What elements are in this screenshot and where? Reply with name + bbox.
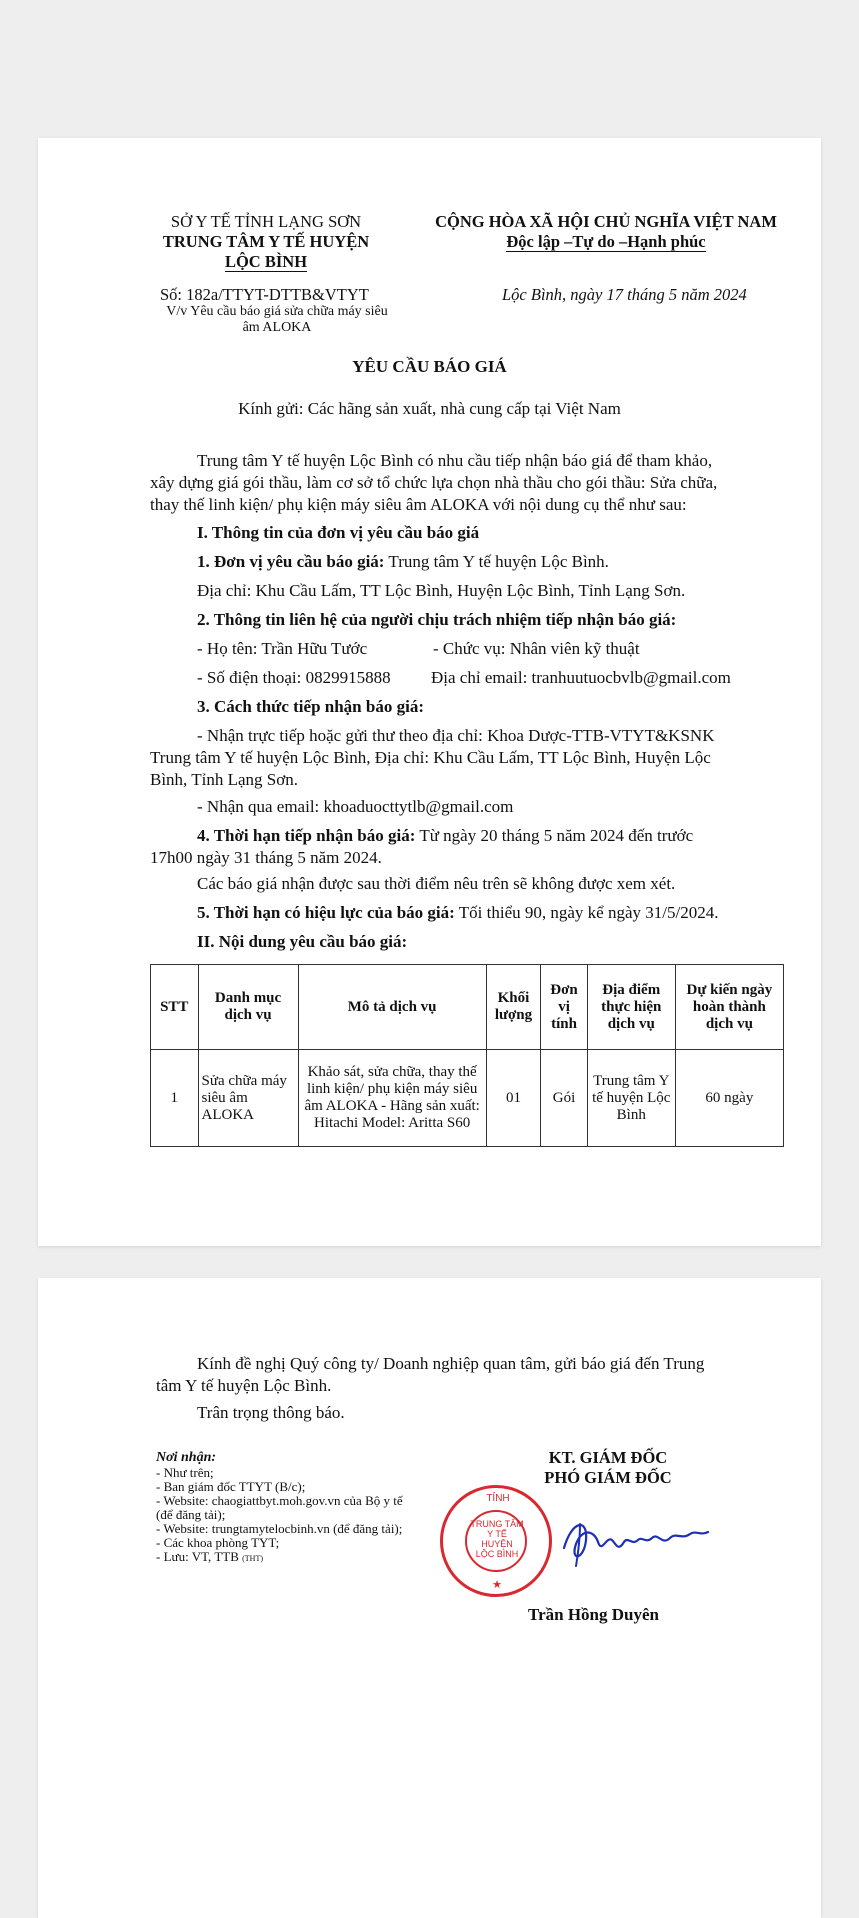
deadline [150,825,800,869]
contact-email: Địa chỉ email: tranhuutuocbvlb@gmail.com [431,668,731,687]
subject-line-2: âm ALOKA [242,320,312,335]
method-1-line-1: - Nhận trực tiếp hoặc gửi thư theo địa chỉ: Khoa Dược-TTB-VTYT&KSNK [197,726,715,745]
col-location: Địa điểm thực hiện dịch vụ [587,965,675,1050]
table-header-row [151,965,784,1050]
section-2-heading: II. Nội dung yêu cầu báo giá: [197,932,408,951]
item-4-label: 4. Thời hạn tiếp nhận báo giá: [197,826,416,845]
contact-name: - Họ tên: Trần Hữu Tước [197,639,368,658]
recipients-list [156,1466,446,1566]
document-title: YÊU CẦU BÁO GIÁ [352,357,507,376]
cell-completion: 60 ngày [675,1050,783,1147]
document-page-2 [38,1278,821,1918]
archive-suffix: (THT) [242,1554,264,1563]
validity [197,902,718,924]
org-line-1: SỞ Y TẾ TỈNH LẠNG SƠN [170,212,362,231]
col-quantity: Khối lượng [486,965,541,1050]
recipient-item: - Các khoa phòng TYT; [156,1535,280,1550]
unit-address: Địa chỉ: Khu Cầu Lấm, TT Lộc Bình, Huyện Lộc Bình, Tỉnh Lạng Sơn. [197,581,686,600]
closing-line-2: tâm Y tế huyện Lộc Bình. [156,1376,332,1395]
stamp-ring-text: TỈNH [486,1493,510,1504]
recipient-item: - Website: trungtamytelocbinh.vn (để đăng tải); [156,1521,403,1536]
signature-image [558,1510,718,1570]
service-table [150,964,784,1147]
item-1-label: 1. Đơn vị yêu cầu báo giá: [197,552,385,571]
recipient-item: - Như trên; [156,1465,214,1480]
national-heading [406,212,806,252]
col-completion: Dự kiến ngày hoàn thành dịch vụ [675,965,783,1050]
nation-line-2-text: Độc lập –Tự do –Hạnh phúc [506,232,706,251]
section-1-heading: I. Thông tin của đơn vị yêu cầu báo giá [197,523,480,542]
recipient-item: - Ban giám đốc TTYT (B/c); [156,1479,306,1494]
col-stt: STT [151,965,199,1050]
receive-method-2: - Nhận qua email: khoaduocttytlb@gmail.com [197,797,514,816]
star-icon: ★ [492,1579,502,1591]
signer-title [498,1448,718,1488]
signer-name: Trần Hồng Duyên [528,1605,659,1624]
item-3-label: 3. Cách thức tiếp nhận báo giá: [197,697,424,716]
document-page-1 [38,138,821,1246]
contact-position: - Chức vụ: Nhân viên kỹ thuật [433,639,640,658]
subject-line-1: V/v Yêu cầu báo giá sửa chữa máy siêu [166,304,388,319]
recipients-title: Nơi nhận: [156,1450,217,1465]
document-subject [142,304,412,336]
signer-title-1: KT. GIÁM ĐỐC [548,1448,668,1467]
archive-text: - Lưu: VT, TTB [156,1549,239,1564]
regards: Trân trọng thông báo. [197,1403,345,1422]
requesting-unit [197,551,609,573]
cell-description: Khảo sát, sửa chữa, thay thế linh kiện/ phụ kiện máy siêu âm ALOKA - Hãng sản xuất: Hitachi Model: Aritta S60 [298,1050,486,1147]
item-1-value: Trung tâm Y tế huyện Lộc Bình. [384,552,609,571]
closing-line-1: Kính đề nghị Quý công ty/ Doanh nghiệp quan tâm, gửi báo giá đến Trung [197,1354,705,1373]
cell-location: Trung tâm Y tế huyện Lộc Bình [587,1050,675,1147]
intro-line-2: xây dựng giá gói thầu, làm cơ sở tổ chức lựa chọn nhà thầu cho gói thầu: Sửa chữa, [150,473,718,492]
org-line-3 [146,252,386,272]
item-5-label: 5. Thời hạn có hiệu lực của báo giá: [197,903,455,922]
cell-unit: Gói [541,1050,588,1147]
issuing-org [146,212,386,272]
contact-phone: - Số điện thoại: 0829915888 [197,668,391,687]
cell-quantity: 01 [486,1050,541,1147]
intro-line-3: thay thế linh kiện/ phụ kiện máy siêu âm ALOKA với nội dung cụ thể như sau: [150,495,687,514]
recipient-item: (để đăng tải); [156,1507,226,1522]
stamp-center-text: TRUNG TÂM Y TẾ HUYỆN LỘC BÌNH [470,1519,524,1559]
cell-stt: 1 [151,1050,199,1147]
receive-method-1 [150,725,800,791]
nation-line-2 [406,232,806,252]
recipient-item-archive [156,1550,446,1566]
signer-title-2: PHÓ GIÁM ĐỐC [544,1468,672,1487]
col-description: Mô tả dịch vụ [298,965,486,1050]
nation-line-1: CỘNG HÒA XÃ HỘI CHỦ NGHĨA VIỆT NAM [435,212,777,231]
table-row [151,1050,784,1147]
place-date: Lộc Bình, ngày 17 tháng 5 năm 2024 [502,285,747,304]
method-1-line-3: Bình, Tỉnh Lạng Sơn. [150,770,298,789]
closing-paragraph [156,1353,806,1397]
col-service: Danh mục dịch vụ [198,965,298,1050]
org-line-2: TRUNG TÂM Y TẾ HUYỆN [162,232,370,251]
intro-paragraph [150,450,790,516]
item-4-value: Từ ngày 20 tháng 5 năm 2024 đến trước [415,826,694,845]
document-number: Số: 182a/TTYT-DTTB&VTYT [160,285,369,304]
method-1-line-2: Trung tâm Y tế huyện Lộc Bình, Địa chỉ: Khu Cầu Lấm, TT Lộc Bình, Huyện Lộc [150,748,711,767]
col-unit: Đơn vị tính [541,965,588,1050]
official-stamp [440,1485,552,1597]
late-note: Các báo giá nhận được sau thời điểm nêu trên sẽ không được xem xét. [197,874,676,893]
recipient-item: - Website: chaogiattbyt.moh.gov.vn của Bộ y tế [156,1493,403,1508]
item-2-label: 2. Thông tin liên hệ của người chịu trách nhiệm tiếp nhận báo giá: [197,610,677,629]
intro-line-1: Trung tâm Y tế huyện Lộc Bình có nhu cầu tiếp nhận báo giá để tham khảo, [197,451,713,470]
item-5-value: Tối thiểu 90, ngày kể ngày 31/5/2024. [454,903,719,922]
org-line-3-text: LỘC BÌNH [224,252,308,271]
recipient-line: Kính gửi: Các hãng sản xuất, nhà cung cấp tại Việt Nam [238,399,621,418]
item-4-line-2: 17h00 ngày 31 tháng 5 năm 2024. [150,848,382,867]
cell-service: Sửa chữa máy siêu âm ALOKA [198,1050,298,1147]
